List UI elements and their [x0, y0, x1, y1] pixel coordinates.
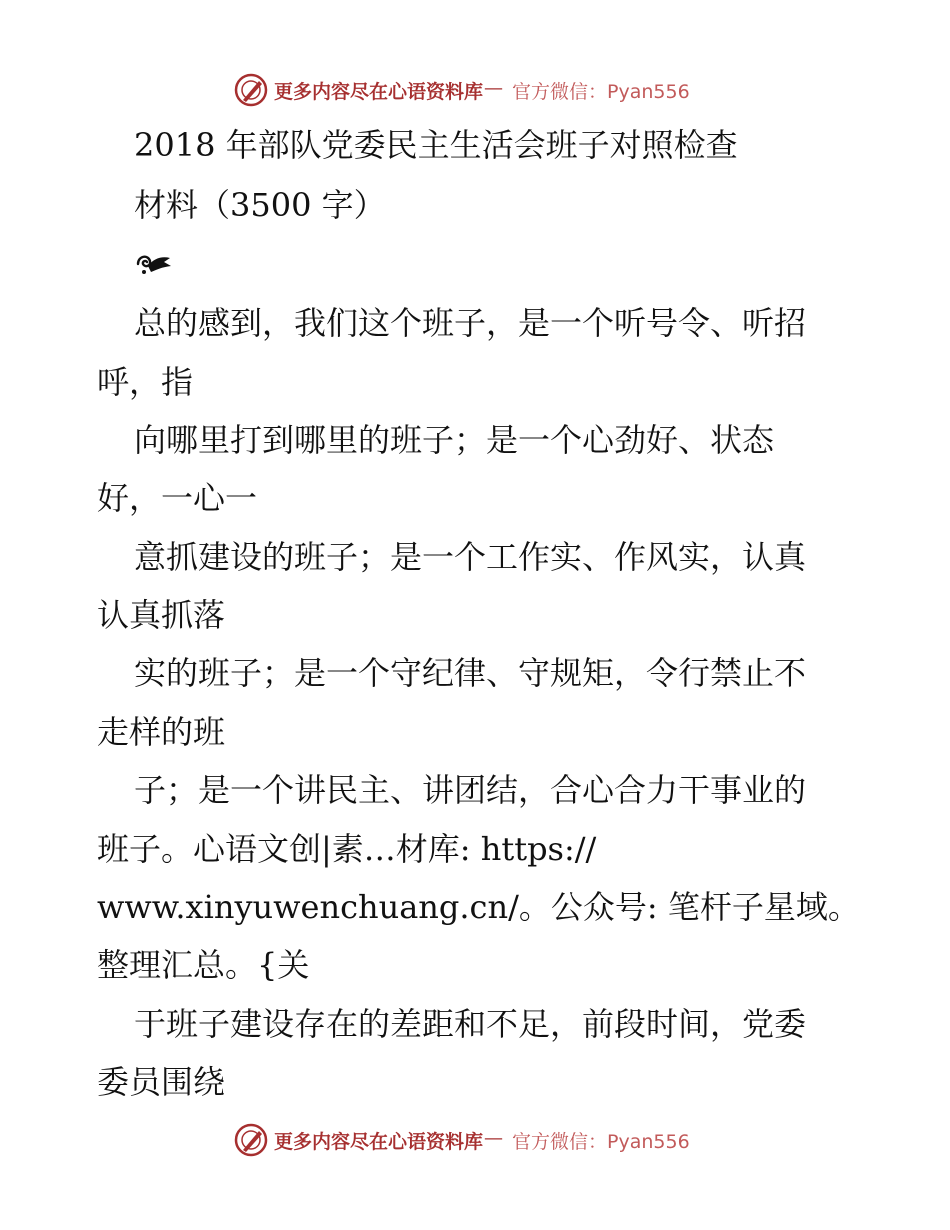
body-line-10: 班子。心语文创|素…材库: https://: [97, 830, 597, 868]
body-line-14: 委员围绕: [97, 1063, 226, 1101]
body-line-4: 好，一心一: [97, 479, 258, 517]
body-line-5: 意抓建设的班子；是一个工作实、作风实，认真: [134, 538, 807, 576]
body-line-13: 于班子建设存在的差距和不足，前段时间，党委: [134, 1005, 807, 1043]
watermark-brand: 更多内容尽在心语资料库: [274, 81, 484, 103]
body-line-11: www.xinyuwenchuang.cn/。公众号: 笔杆子星域。: [97, 888, 860, 926]
body-line-9: 子；是一个讲民主、讲团结，合心合力干事业的: [134, 771, 807, 809]
red-pen-circle-logo-icon: [234, 73, 268, 107]
body-line-12: 整理汇总。{关: [97, 946, 310, 984]
watermark-separator: —: [484, 1127, 503, 1149]
document-title-line-1: 2018 年部队党委民主生活会班子对照检查: [134, 126, 738, 164]
footer-watermark: [0, 1120, 950, 1160]
body-line-2: 呼，指: [97, 363, 194, 401]
body-line-7: 实的班子；是一个守纪律、守规矩，令行禁止不: [134, 654, 807, 692]
document-title-line-2: 材料（3500 字）: [134, 186, 386, 224]
watermark-wechat: 官方微信：Pyan556: [512, 81, 690, 103]
body-line-1: 总的感到，我们这个班子，是一个听号令、听招: [134, 304, 807, 342]
red-pen-circle-logo-icon: [234, 1123, 268, 1157]
header-watermark: [0, 70, 950, 110]
body-line-8: 走样的班: [97, 713, 226, 751]
body-line-6: 认真抓落: [97, 596, 226, 634]
watermark-brand: 更多内容尽在心语资料库: [274, 1131, 484, 1153]
watermark-separator: —: [484, 77, 503, 99]
body-line-3: 向哪里打到哪里的班子；是一个心劲好、状态: [134, 421, 775, 459]
watermark-wechat: 官方微信：Pyan556: [512, 1131, 690, 1153]
fleuron-ornament-icon: [134, 248, 174, 278]
